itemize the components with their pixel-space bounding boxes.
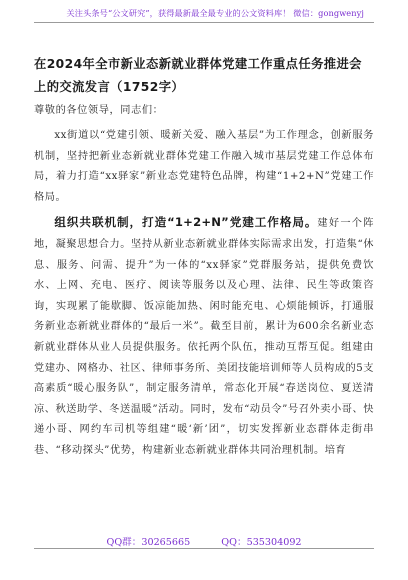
document-title: 在2024年全市新业态新就业群体党建工作重点任务推进会上的交流发言（1752字） (34, 57, 362, 94)
header-divider (34, 22, 374, 23)
greeting: 尊敬的各位领导，同志们： (34, 105, 164, 116)
header-banner: 关注头条号“公文研究”，获得最新最全最专业的公文资料库！ 微信：gongwenyj (66, 8, 364, 18)
document-body (34, 53, 374, 462)
paragraph-mechanism (34, 212, 374, 461)
footer-qq: QQ：535304092 (221, 537, 302, 548)
footer-divider (34, 548, 374, 549)
paragraph-lead-heading: 组织共联机制，打造“1+2+N”党建工作格局。 (54, 215, 318, 230)
footer-contact (0, 534, 408, 548)
paragraph-intro: xx街道以“党建引领、暖新关爱、融入基层”为工作理念，创新服务机制，坚持把新业态新就业群体党建工作融入城市基层党建工作总体布局，着力打造“xx驿家”新业态党建特色品牌，构建“1+2+N”党建工作格局。 (34, 130, 374, 203)
paragraph-body: 建好一个阵地，凝聚思想合力。坚持从新业态新就业群体实际需求出发，打造集“休息、服务、问需、提升”为一体的“xx驿家”党群服务站，提供免费饮水、上网、充电、医疗、阅读等服务以及心理、法律、民生等政策咨询，实现累了能歇脚、饭凉能加热、闲时能充电、心烦能倾诉，打通服务新业态新就业群体的“最后一米”。截至目前，累计为600余名新业态新就业群体从业人员提供服务。依托两个队伍，推动互帮互促。组建由党建办、网格办、社区、律师事务所、美团技能培训师等人员构成的5支高素质“暖心服务队”，制定服务清单，常态化开展“春送岗位、夏送清凉、秋送助学、冬送温暖”活动。同时，发布“动员令”号召外卖小哥、快递小哥、网约车司机等组建“暖‘新’团”，切实发挥新业态群体走街串巷、“移动探头”优势，构建新业态新就业群体共同治理机制。培育 (34, 218, 375, 456)
footer-qq-group: QQ群：30265665 (106, 537, 191, 548)
